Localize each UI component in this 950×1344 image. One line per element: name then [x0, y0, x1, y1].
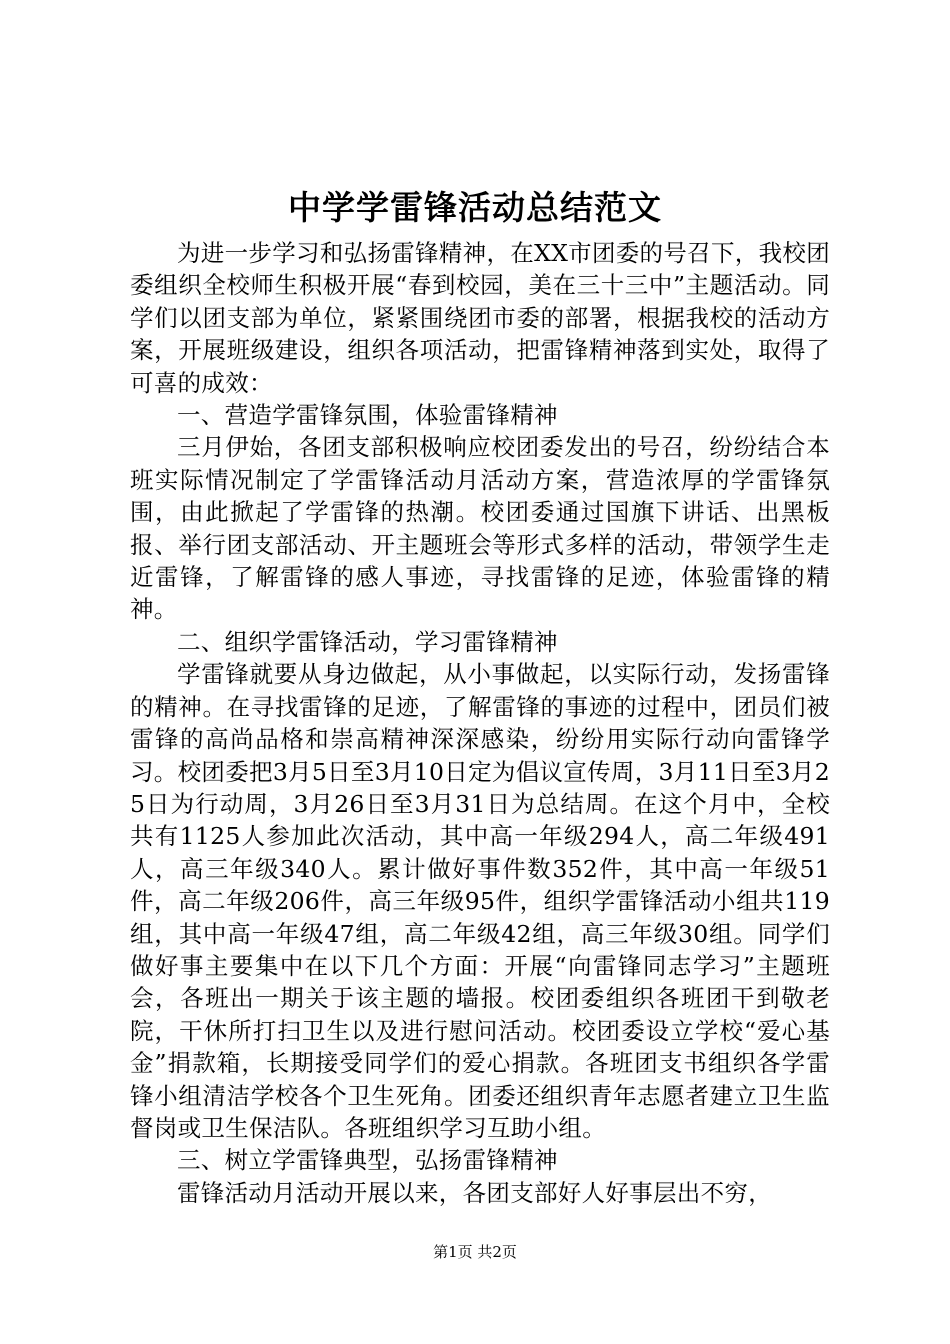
section-1-paragraph: 三月伊始，各团支部积极响应校团委发出的号召，纷纷结合本班实际情况制定了学雷锋活动月活动方案，营造浓厚的学雷锋氛围，由此掀起了学雷锋的热潮。校团委通过国旗下讲话、出黑板报、举行团支部活动、开主题班会等形式多样的活动，带领学生走近雷锋，了解雷锋的感人事迹，寻找雷锋的足迹，体验雷锋的精神。	[130, 433, 830, 624]
section-heading-2: 二、组织学雷锋活动，学习雷锋精神	[177, 627, 558, 656]
section-heading-1: 一、营造学雷锋氛围，体验雷锋精神	[177, 401, 558, 430]
document-body	[130, 237, 830, 1209]
section-2-paragraph: 学雷锋就要从身边做起，从小事做起，以实际行动，发扬雷锋的精神。在寻找雷锋的足迹，了解雷锋的事迹的过程中，团员们被雷锋的高尚品格和崇高精神深深感染，纷纷用实际行动向雷锋学习。校团委把3月5日至3月10日定为倡议宣传周，3月11日至3月25日为行动周，3月26日至3月31日为总结周。在这个月中，全校共有1125人参加此次活动，其中高一年级294人，高二年级491人，高三年级340人。累计做好事件数352件，其中高一年级51件，高二年级206件，高三年级95件，组织学雷锋活动小组共119组，其中高一年级47组，高二年级42组，高三年级30组。同学们做好事主要集中在以下几个方面：开展“向雷锋同志学习”主题班会，各班出一期关于该主题的墙报。校团委组织各班团干到敬老院，干休所打扫卫生以及进行慰问活动。校团委设立学校“爱心基金”捐款箱，长期接受同学们的爱心捐款。各班团支书组织各学雷锋小组清洁学校各个卫生死角。团委还组织青年志愿者建立卫生监督岗或卫生保洁队。各班组织学习互助小组。	[130, 660, 830, 1142]
intro-paragraph: 为进一步学习和弘扬雷锋精神，在XX市团委的号召下，我校团委组织全校师生积极开展“春到校园，美在三十三中”主题活动。同学们以团支部为单位，紧紧围绕团市委的部署，根据我校的活动方案，开展班级建设，组织各项活动，把雷锋精神落到实处，取得了可喜的成效：	[130, 239, 830, 397]
section-heading-3: 三、树立学雷锋典型，弘扬雷锋精神	[177, 1146, 558, 1175]
section-3-paragraph: 雷锋活动月活动开展以来，各团支部好人好事层出不穷，	[177, 1178, 772, 1207]
page-footer: 第1页 共2页	[433, 1243, 517, 1261]
document-title: 中学学雷锋活动总结范文	[288, 188, 662, 227]
